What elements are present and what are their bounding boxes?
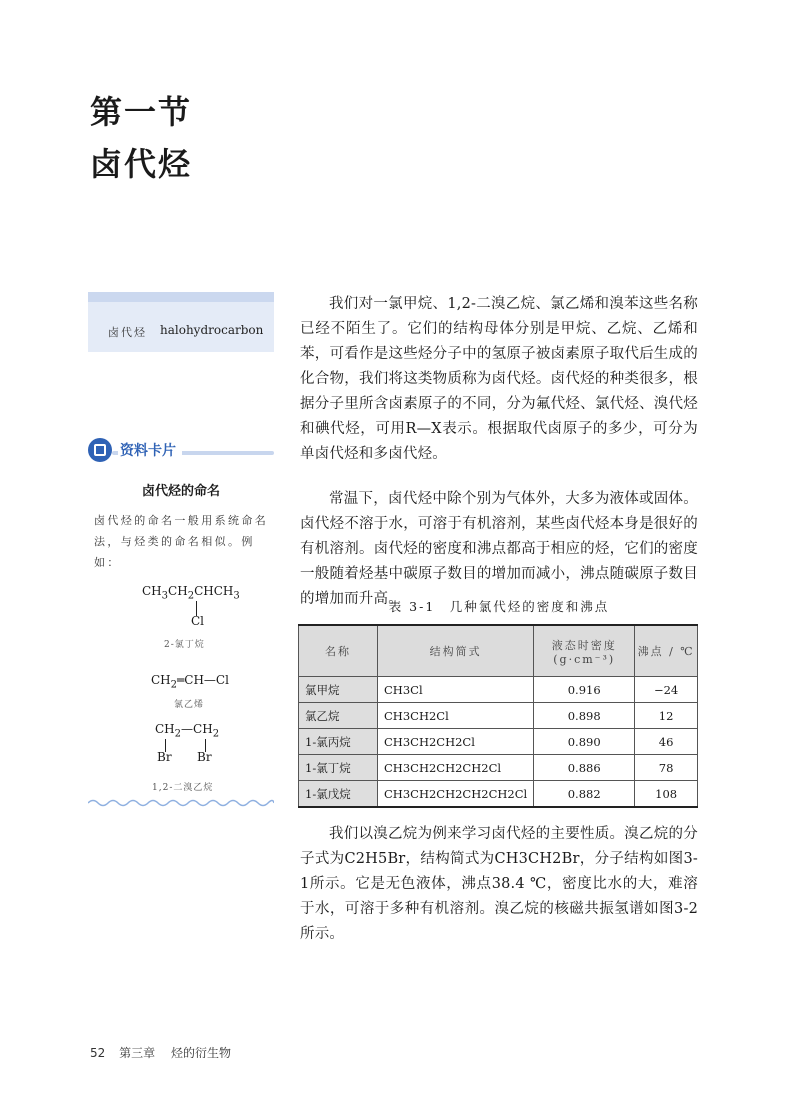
cell-density: 0.916 (534, 677, 635, 703)
cell-name: 氯乙烷 (299, 703, 378, 729)
cell-density: 0.898 (534, 703, 635, 729)
example-1-sub: Cl (191, 614, 205, 628)
cell-density: 0.882 (534, 781, 635, 808)
page-footer (90, 1044, 231, 1061)
col-header-formula: 结构简式 (378, 625, 534, 677)
cell-formula: CH3CH2Cl (378, 703, 534, 729)
section-number: 第一节 (90, 93, 193, 131)
page-number: 52 (90, 1046, 106, 1060)
cell-formula: CH3Cl (378, 677, 534, 703)
example-2-formula: $CH_2═CH—Cl$ (151, 673, 229, 691)
cell-bp: 108 (635, 781, 698, 808)
col-header-name: 名称 (299, 625, 378, 677)
example-1-caption: 2-氯丁烷 (164, 640, 205, 650)
cell-formula: CH3CH2CH2CH2Cl (378, 755, 534, 781)
col-header-bp: 沸点 / ℃ (635, 625, 698, 677)
cell-name: 1-氯戊烷 (299, 781, 378, 808)
table-row (299, 755, 698, 781)
paragraph-1: 我们对一氯甲烷、1,2-二溴乙烷、氯乙烯和溴苯这些名称已经不陌生了。它们的结构母体分别是甲烷、乙烷、乙烯和苯，可看作是这些烃分子中的氢原子被卤素原子取代后生成的化合物，我们将这类物质称为卤代烃。卤代烃的种类很多，根据分子里所含卤素原子的不同，分为氟代烃、氯代烃、溴代烃和碘代烃，可用R—X表示。根据取代卤原子的多少，可分为单卤代烃和多卤代烃。 (300, 296, 698, 462)
table-row (299, 677, 698, 703)
cell-name: 1-氯丙烷 (299, 729, 378, 755)
cell-bp: 78 (635, 755, 698, 781)
info-card-header (88, 438, 274, 464)
cell-name: 1-氯丁烷 (299, 755, 378, 781)
paragraph-2: 常温下，卤代烃中除个别为气体外，大多为液体或固体。卤代烃不溶于水，可溶于有机溶剂，某些卤代烃本身是很好的有机溶剂。卤代烃的密度和沸点都高于相应的烃，它们的密度一般随着烃基中碳原子数目的增加而减小，沸点随碳原子数目的增加而升高。 (300, 491, 698, 607)
page-title: 卤代烃 (90, 145, 193, 183)
chloroalkane-table (298, 624, 698, 808)
info-card-icon (88, 438, 112, 462)
col-header-density: 液态时密度 (g·cm⁻³) (534, 625, 635, 677)
cell-name: 氯甲烷 (299, 677, 378, 703)
cell-formula: CH3CH2CH2CH2CH2Cl (378, 781, 534, 808)
cell-density: 0.886 (534, 755, 635, 781)
cell-bp: −24 (635, 677, 698, 703)
term-zh: 卤代烃 (108, 326, 147, 339)
term-box (88, 292, 274, 352)
example-1-formula: $CH_3CH_2CHCH_3$ (142, 584, 240, 602)
table-row (299, 781, 698, 808)
example-3-sub-left: Br (157, 750, 172, 764)
cell-density: 0.890 (534, 729, 635, 755)
term-en: halohydrocarbon (160, 323, 264, 337)
table-row (299, 729, 698, 755)
cell-bp: 46 (635, 729, 698, 755)
cell-formula: CH3CH2CH2Cl (378, 729, 534, 755)
chapter-title: 烃的衍生物 (170, 1046, 231, 1060)
card-text: 卤代烃的命名一般用系统命名法，与烃类的命名相似。例如： (94, 514, 269, 569)
table-row (299, 703, 698, 729)
cell-bp: 12 (635, 703, 698, 729)
example-3-sub-right: Br (197, 750, 212, 764)
card-subtitle: 卤代烃的命名 (141, 484, 220, 499)
chapter-label: 第三章 (119, 1046, 156, 1060)
paragraph-3: 我们以溴乙烷为例来学习卤代烃的主要性质。溴乙烷的分子式为C2H5Br，结构简式为CH3CH2Br，分子结构如图3-1所示。它是无色液体，沸点38.4 ℃，密度比水的大，难溶于水，可溶于多种有机溶剂。溴乙烷的核磁共振氢谱如图3-2所示。 (300, 826, 698, 942)
wavy-divider (88, 798, 274, 808)
example-3-caption: 1,2-二溴乙烷 (152, 783, 214, 793)
example-2-caption: 氯乙烯 (174, 700, 205, 710)
table-caption: 表 3-1 几种氯代烃的密度和沸点 (388, 599, 610, 614)
example-3-formula: $CH_2—CH_2$ (155, 722, 220, 740)
card-label: 资料卡片 (118, 440, 182, 460)
